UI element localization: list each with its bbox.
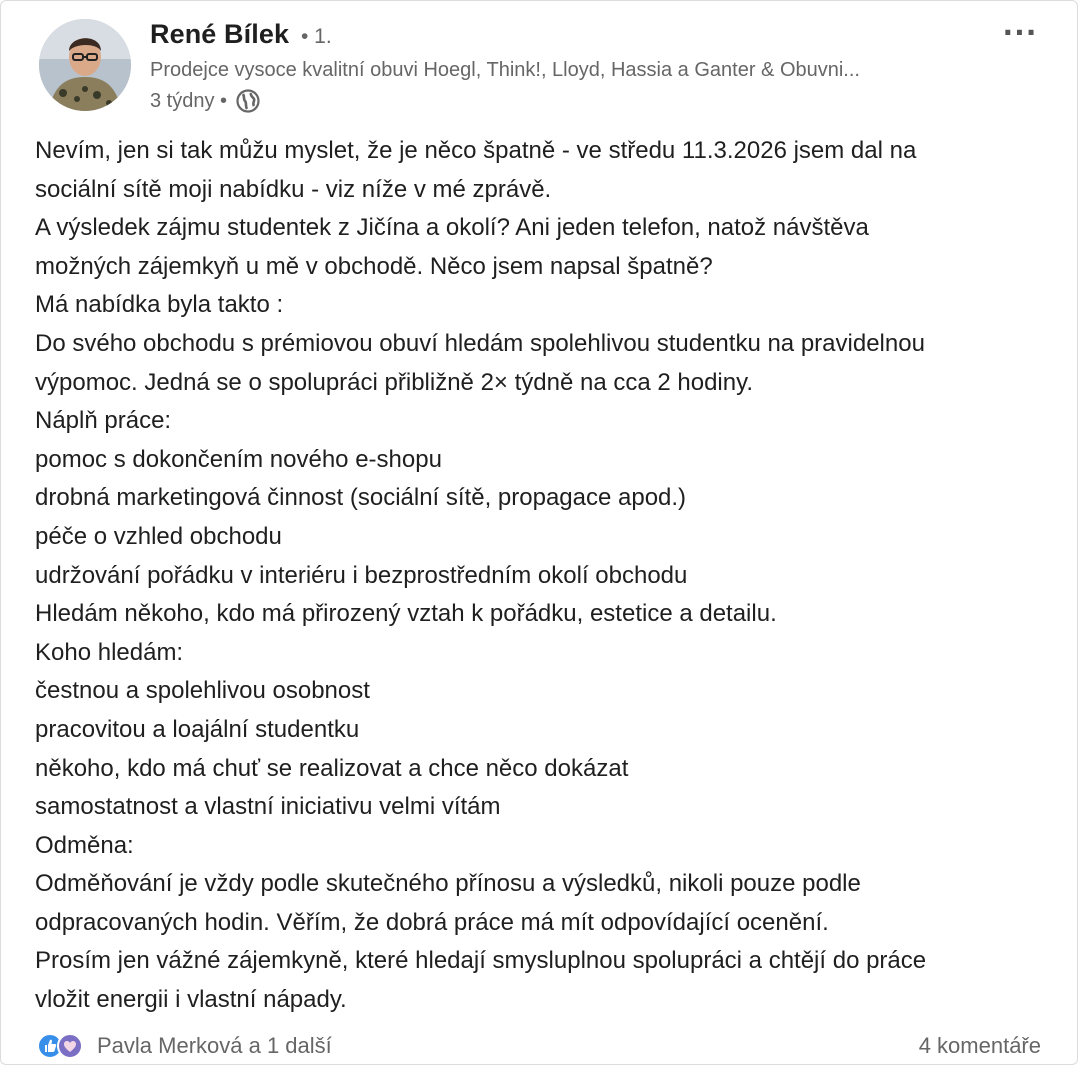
post-text-line: Do svého obchodu s prémiovou obuví hledám spolehlivou studentku na pravidelnou (35, 329, 925, 357)
author-headline: Prodejce vysoce kvalitní obuvi Hoegl, Think!, Lloyd, Hassia a Ganter & Obuvni... (150, 59, 860, 81)
more-options-button[interactable]: ··· (997, 13, 1043, 53)
post-text-line: Náplň práce: (35, 407, 172, 435)
post-text (35, 132, 1055, 1020)
post-text-line: čestnou a spolehlivou osobnost (35, 677, 370, 705)
globe-icon (235, 88, 261, 114)
connection-degree: • 1. (301, 25, 332, 48)
post-meta (150, 88, 261, 114)
post-text-line: udržování pořádku v interiéru i bezprostředním okolí obchodu (35, 561, 688, 589)
post-time: 3 týdny • (150, 89, 228, 112)
post-text-line: někoho, kdo má chuť se realizovat a chce něco dokázat (35, 754, 629, 782)
post-text-line: Hledám někoho, kdo má přirozený vztah k pořádku, estetice a detailu. (35, 600, 777, 628)
post-text-line: Má nabídka byla takto : (35, 291, 284, 319)
post-text-line: A výsledek zájmu studentek z Jičína a okolí? Ani jeden telefon, natož návštěva (35, 214, 869, 242)
post-text-line: možných zájemkyň u mě v obchodě. Něco jsem napsal špatně? (35, 252, 713, 280)
post-text-line: Koho hledám: (35, 638, 184, 666)
post-text-line: výpomoc. Jedná se o spolupráci přibližně 2× týdně na cca 2 hodiny. (35, 368, 753, 396)
post-text-line: Odměna: (35, 831, 134, 859)
comments-count[interactable]: 4 komentáře (918, 1033, 1041, 1058)
post-text-line: vložit energii i vlastní nápady. (35, 986, 347, 1014)
reactions-summary[interactable] (37, 1031, 332, 1061)
post-text-line: Nevím, jen si tak můžu myslet, že je něco špatně - ve středu 11.3.2026 jsem dal na (35, 137, 917, 164)
post-text-line: péče o vzhled obchodu (35, 522, 282, 550)
post-text-line: samostatnost a vlastní iniciativu velmi vítám (35, 793, 501, 821)
post-text-line: Prosím jen vážné zájemkyně, které hledají smysluplnou spolupráci a chtějí do práce (35, 947, 927, 975)
post-text-line: pomoc s dokončením nového e-shopu (35, 445, 442, 473)
post-text-line: odpracovaných hodin. Věřím, že dobrá práce má mít odpovídající ocenění. (35, 908, 829, 936)
reactions-text: Pavla Merková a 1 další (97, 1033, 332, 1058)
post-text-line: sociální sítě moji nabídku - viz níže v mé zprávě. (35, 175, 552, 203)
post-text-line: pracovitou a loajální studentku (35, 715, 360, 743)
reaction-icons (37, 1031, 87, 1061)
love-icon (57, 1033, 83, 1059)
author-name[interactable]: René Bílek (150, 19, 290, 49)
post-text-line: Odměňování je vždy podle skutečného přínosu a výsledků, nikoli pouze podle (35, 870, 861, 898)
post-text-line: drobná marketingová činnost (sociální sítě, propagace apod.) (35, 484, 687, 512)
avatar[interactable] (39, 19, 131, 111)
